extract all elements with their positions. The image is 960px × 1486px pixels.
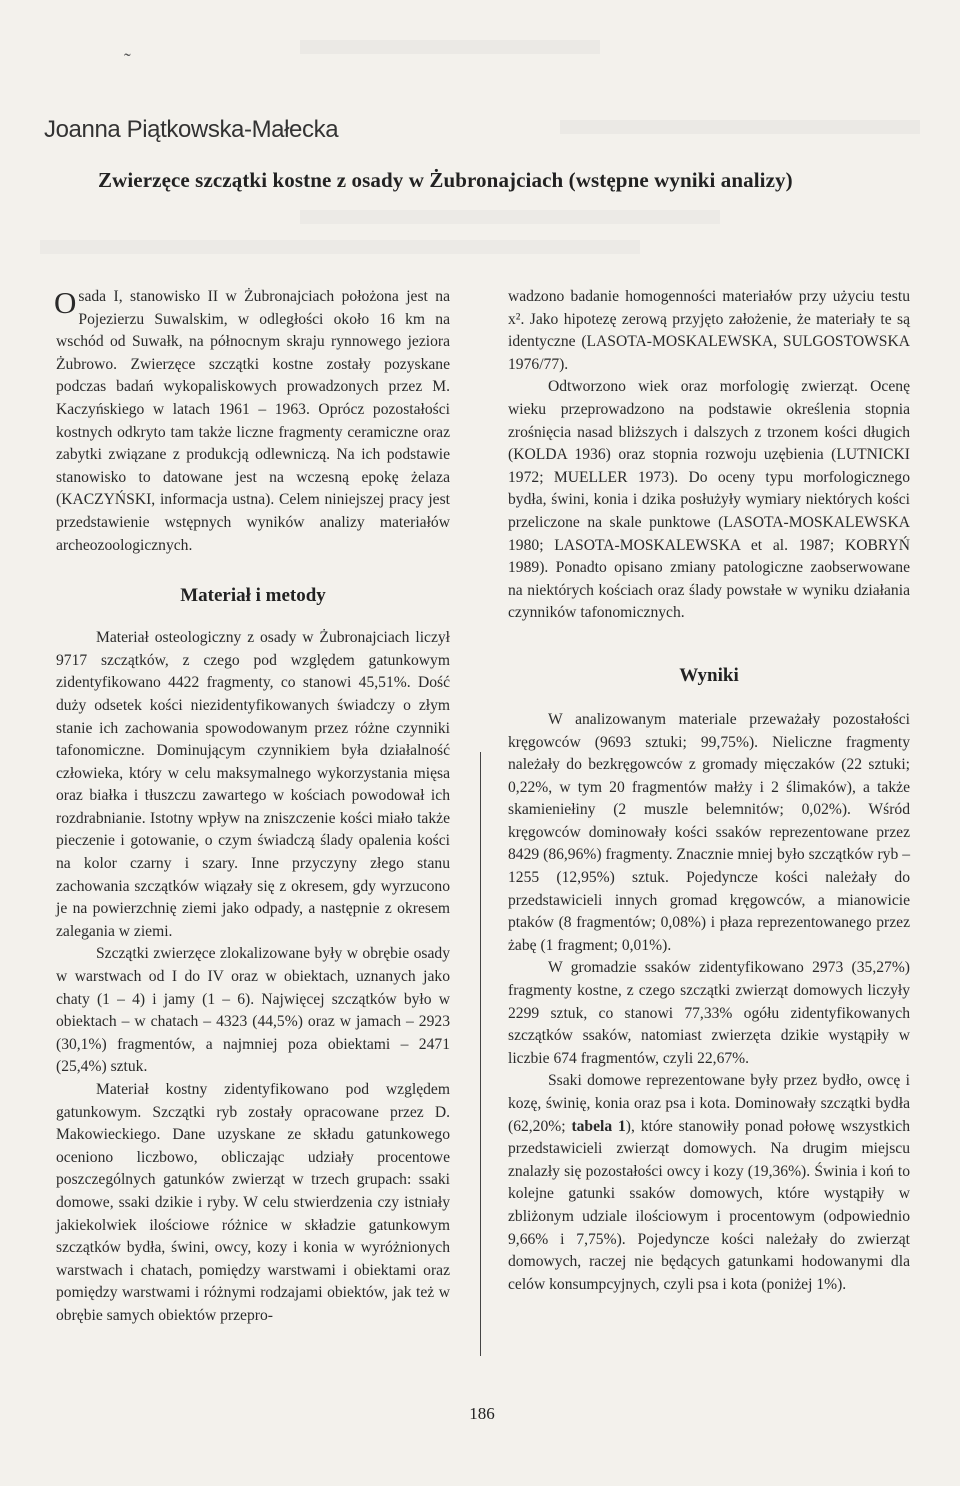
left-column: [56, 286, 450, 1328]
column-divider: [480, 752, 481, 1356]
section-heading-materials: Materiał i metody: [180, 585, 326, 607]
paragraph: Odtworzono wiek oraz morfologię zwierząt. Ocenę wieku przeprowadzono na podstawie określenia stopnia zrośnięcia nasad bliższych i dalszych z trzonem kości długich (KOLDA 1936) oraz stopnia rozwoju uzębienia (LUTNICKI 1972; MUELLER 1973). Do oceny typu morfologicznego bydła, świni, konia i dzika posłużyły wymiary niektórych kości przeliczone na skale punktowe (LASOTA-MOSKALEWSKA 1980; LASOTA-MOSKALEWSKA et al. 1987; KOBRYŃ 1989). Ponadto opisano zmiany patologiczne zaobserwowane na niektórych kościach oraz ślady powstałe w wyniku działania czynników tafonomicznych.: [508, 378, 910, 622]
bleed-through-texture: [300, 210, 720, 224]
paragraph: Materiał osteologiczny z osady w Żubronajciach liczył 9717 szczątków, z czego pod względem gatunkowym zidentyfikowano 4422 fragmenty, co stanowi 45,51%. Dość duży odsetek kości niezidentyfikowanych świadczy o złym stanie ich zachowania spowodowanym przez różne czynniki tafonomiczne. Dominującym czynnikiem była działalność człowieka, który w celu maksymalnego wykorzystania mięsa oraz białka i tłuszczu zawartego w kościach powodował ich rozdrabnianie. Istotny wpływ na zniszczenie kości miało także pieczenie i gotowanie, o czym świadczą ślady opalenia kości na kolor czarny i szary. Inne przyczyny złego stanu zachowania szczątków wiązały się z okresem, gdy wyrzucono je na powierzchnię ziemi jako odpady, a następnie z okresem zalegania w ziemi.: [56, 629, 450, 940]
drop-cap: O: [54, 285, 77, 320]
author-name: Joanna Piątkowska-Małecka: [44, 116, 339, 143]
paragraph: W gromadzie ssaków zidentyfikowano 2973 (35,27%) fragmenty kostne, z czego szczątki zwierząt domowych liczyły 2299 sztuk, co stanowi 77,33% ogółu zidentyfikowanych szczątków ssaków, natomiast zwierzęta dzikie wystąpiły w liczbie 674 fragmentów, czyli 22,67%.: [508, 959, 910, 1067]
bleed-through-texture: [300, 40, 600, 54]
bleed-through-texture: [560, 120, 920, 134]
text-run: Ssaki domowe reprezentowane były przez bydło, owcę i kozę, świnię, konia oraz psa i kota. Dominowały szczątki bydła (62,20%;: [508, 1072, 910, 1135]
bleed-through-texture: [40, 240, 640, 254]
page-number: 186: [469, 1404, 495, 1423]
paragraph: Materiał kostny zidentyfikowano pod względem gatunkowym. Szczątki ryb zostały opracowane przez D. Makowieckiego. Dane uzyskane ze składu gatunkowego oceniono liczbowo, obliczając udziały procentowe poszczególnych gatunków zwierząt w trzech grupach: ssaki domowe, ssaki dzikie i ryby. W celu stwierdzenia czy istniały jakiekolwiek ilościowe różnice w składzie gatunkowym szczątków bydła, świni, owcy, kozy i konia w wyróżnionych warstwach i chatach, pomiędzy warstwami i obiektami oraz pomiędzy warstwami i różnymi rodzajami obiektów, jak też w obrębie samych obiektów przepro-: [56, 1081, 450, 1324]
section-heading-results: Wyniki: [679, 664, 739, 686]
text-run: ), które stanowiły ponad połowę wszystkich przedstawicieli zwierząt domowych. Na drugim miejscu znalazły się pozostałości owcy i kozy (19,36%). Świnia i koń to kolejne gatunki ssaków domowych, które wystąpiły w zbliżonym udziale ilościowym i procentowym (odpowiednio 9,66% i 7,75%). Pojedyncze kości należały do zwierząt domowych, raczej nie będących gatunkami hodowanymi dla celów konsumpcyjnych, czyli psa i kota (poniżej 1%).: [508, 1117, 910, 1293]
intro-text: sada I, stanowisko II w Żubronajciach położona jest na Pojezierzu Suwalskim, w odległości około 16 km na wschód od Suwałk, na północnym skraju rynnowego jeziora Żubrowo. Zwierzęce szczątki kostne zostały pozyskane podczas badań wykopaliskowych prowadzonych przez M. Kaczyńskiego w latach 1961 – 1963. Oprócz pozostałości kostnych odkryto tam także liczne fragmenty ceramiczne oraz zabytki związane z produkcją odlewniczą. Na ich podstawie stanowisko to datowane jest na wczesną epokę żelaza (KACZYŃSKI, informacja ustna). Celem niniejszej pracy jest przedstawienie wstępnych wyników analizy materiałów archeozoologicznych.: [56, 288, 450, 554]
paragraph: [508, 1070, 910, 1296]
table-reference[interactable]: tabela 1: [571, 1117, 626, 1135]
intro-paragraph: [56, 286, 450, 557]
stray-mark: ˜: [124, 50, 131, 72]
paragraph: wadzono badanie homogenności materiałów przy użyciu testu x². Jako hipotezę zerową przyjęto założenie, że materiały te są identyczne (LASOTA-MOSKALEWSKA, SULGOSTOWSKA 1976/77).: [508, 288, 910, 373]
right-column: [508, 286, 910, 1296]
article-title: Zwierzęce szczątki kostne z osady w Żubronajciach (wstępne wyniki analizy): [98, 168, 793, 192]
paragraph: W analizowanym materiale przeważały pozostałości kręgowców (9693 sztuki; 99,75%). Nieliczne fragmenty należały do bezkręgowców z gromady mięczaków (22 sztuki; 0,22%, w tym 20 fragmentów małży i 2 ślimaków), a także skamieniełiny (2 muszle belemnitów; 0,02%). Wśród kręgowców dominowały kości ssaków reprezentowane przez 8429 (86,96%) fragmenty. Znacznie mniej było szczątków ryb – 1255 (12,95%) sztuk. Pojedyncze kości należały do przedstawicieli innych gromad kręgowców, a mianowicie ptaków (8 fragmentów; 0,08%) i płaza reprezentowanego przez żabę (1 fragment; 0,01%).: [508, 710, 910, 954]
paragraph: Szczątki zwierzęce zlokalizowane były w obrębie osady w warstwach od I do IV oraz w obiektach, uznanych jako chaty (1 – 4) i jamy (1 – 6). Najwięcej szczątków było w obiektach – w chatach – 4323 (44,5%) oraz w jamach – 2923 (30,1%) fragmentów, a najmniej poza obiektami – 2471 (25,4%) sztuk.: [56, 945, 450, 1076]
